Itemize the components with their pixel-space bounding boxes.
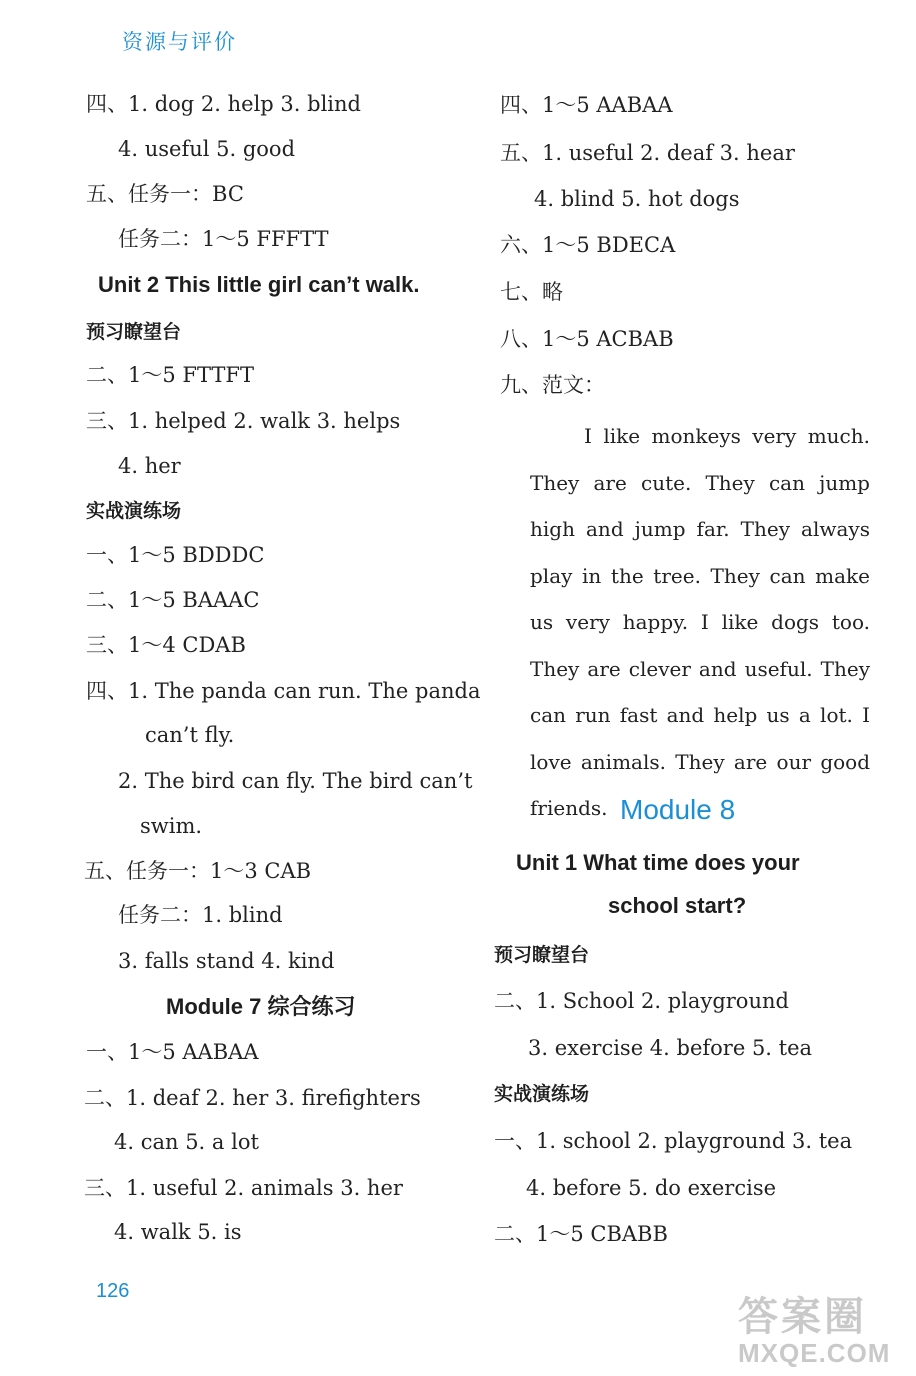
answer-line: 四、1. The panda can run. The panda (86, 679, 481, 703)
answer-line: swim. (140, 814, 203, 838)
answer-line: 三、1. helped 2. walk 3. helps (86, 409, 401, 433)
answer-line: 一、1～5 BDDDC (86, 543, 265, 567)
answer-line: 4. blind 5. hot dogs (534, 187, 740, 211)
answer-line: can’t fly. (145, 723, 235, 747)
answer-line: 任务二：1. blind (118, 903, 283, 927)
unit-heading: Unit 2 This little girl can’t walk. (98, 272, 420, 297)
answer-line: 一、1. school 2. playground 3. tea (494, 1129, 853, 1153)
answer-line: 4. walk 5. is (114, 1220, 242, 1244)
watermark-top: 答案圈 (738, 1295, 867, 1339)
sample-essay (530, 413, 870, 832)
answer-line: 4. can 5. a lot (114, 1130, 259, 1154)
watermark-bottom: MXQE.COM (738, 1338, 891, 1368)
section-heading: 实战演练场 (86, 500, 182, 522)
answer-line: 4. her (118, 454, 181, 478)
answer-line: 二、1. School 2. playground (494, 989, 789, 1013)
answer-line: 三、1. useful 2. animals 3. her (84, 1176, 403, 1200)
unit-heading-cont: school start? (608, 893, 747, 918)
answer-line: 四、1. dog 2. help 3. blind (86, 92, 361, 116)
answer-line: 五、任务一：BC (86, 182, 244, 206)
answer-line: 2. The bird can fly. The bird can’t (118, 769, 473, 793)
answer-line: 4. before 5. do exercise (526, 1176, 777, 1200)
section-heading: 实战演练场 (494, 1083, 590, 1105)
section-heading: 预习瞭望台 (494, 944, 590, 966)
page-number: 126 (96, 1280, 130, 1302)
module-title: Module 8 (620, 794, 736, 825)
module-heading: Module 7 综合练习 (166, 994, 356, 1019)
answer-line: 四、1～5 AABAA (500, 93, 673, 117)
section-heading: 预习瞭望台 (86, 321, 182, 343)
answer-line: 二、1～5 FTTFT (86, 363, 254, 387)
answer-line: 五、任务一：1～3 CAB (84, 859, 312, 883)
watermark-logo (738, 1285, 890, 1369)
answer-line: 4. useful 5. good (118, 137, 296, 161)
unit-heading: Unit 1 What time does your (516, 850, 800, 875)
answer-line: 一、1～5 AABAA (86, 1040, 259, 1064)
answer-line: 七、略 (500, 280, 563, 304)
answer-line: 3. falls stand 4. kind (118, 949, 335, 973)
answer-line: 二、1. deaf 2. her 3. firefighters (84, 1086, 421, 1110)
running-header: 资源与评价 (122, 30, 237, 54)
answer-line: 五、1. useful 2. deaf 3. hear (500, 141, 795, 165)
answer-line: 九、范文： (500, 373, 605, 397)
answer-line: 3. exercise 4. before 5. tea (528, 1036, 813, 1060)
answer-line: 任务二：1～5 FFFTT (118, 227, 329, 251)
answer-line: 三、1～4 CDAB (86, 633, 246, 657)
answer-line: 二、1～5 BAAAC (86, 588, 260, 612)
answer-line: 八、1～5 ACBAB (500, 327, 674, 351)
answer-line: 二、1～5 CBABB (494, 1222, 668, 1246)
answer-line: 六、1～5 BDECA (500, 233, 676, 257)
essay-text: I like monkeys very much. They are cute. They can jump high and jump far. They always play in the tree. They can make us very happy. I like dogs too. They are clever and useful. They can run fast and help us a lot. I love animals. They are our good friends. (530, 424, 870, 820)
